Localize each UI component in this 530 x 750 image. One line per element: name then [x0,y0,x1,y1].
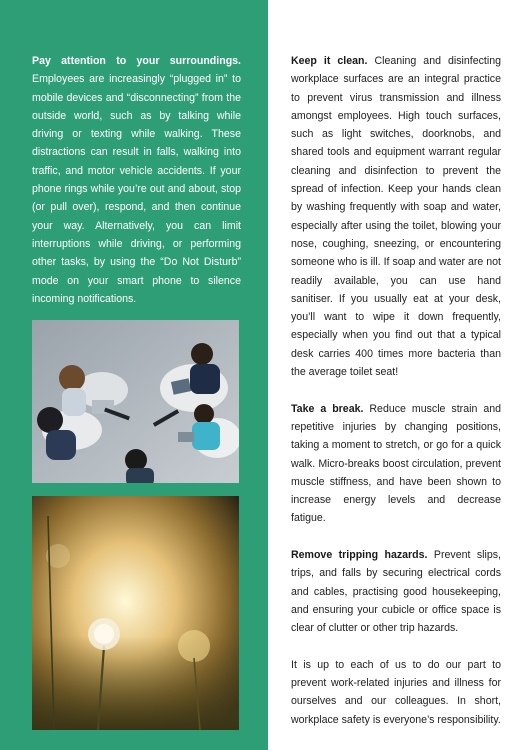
closing-paragraph: It is up to each of us to do our part to prevent work-related injuries and illness for ourselves and our colleagues. In short, workplace safety is everyone’s responsibility. [291,658,501,726]
take-break-body: Reduce muscle strain and repetitive injuries by changing positions, taking a moment to stretch, or go for a quick walk. Micro-breaks boost circulation, prevent muscle stiffness, and have been shown to increase energy levels and decrease fatigue. [291,402,501,525]
surroundings-heading: Pay attention to your surroundings. [32,55,241,67]
tripping-body: Prevent slips, trips, and falls by securing electrical cords and cables, practising good housekeeping, and ensuring your cubicle or office space is clear of clutter or other trip hazards. [291,549,501,635]
keep-clean-section [291,52,501,381]
tripping-heading: Remove tripping hazards. [291,549,428,562]
surroundings-body: Employees are increasingly “plugged in” to mobile devices and “disconnecting” from the outside world, such as by talking while driving or texting while walking. These distractions can result in falls, walking into traffic, and motor vehicle accidents. If your phone rings while you’re out and about, stop (or pull over), respond, and then continue your way. Alternatively, you can limit interruptions while driving, or performing other tasks, by using the “Do Not Disturb” mode on your smart phone to silence incoming notifications. [32,73,241,305]
tripping-section [291,546,501,637]
take-break-heading: Take a break. [291,402,364,415]
right-column [291,52,501,747]
meeting-photo [32,320,239,483]
surroundings-section [32,52,241,308]
keep-clean-body: Cleaning and disinfecting workplace surfaces are an integral practice to prevent virus transmission and illness amongst employees. High touch surfaces, such as light switches, doorknobs, and shared tools and equipment warrant regular cleaning and disinfection to prevent the spread of infection. Keep your hands clean by washing frequently with soap and water, especially after using the toilet, blowing your nose, coughing, sneezing, or encountering someone who is ill. If soap and water are not readily available, you can use hand sanitiser. If you usually eat at your desk, you’ll want to wipe it down frequently, especially when you find out that a typical desk carries 400 times more bacteria than the average toilet seat! [291,55,501,379]
dandelion-photo [32,496,239,730]
keep-clean-heading: Keep it clean. [291,55,368,67]
take-break-section [291,400,501,528]
